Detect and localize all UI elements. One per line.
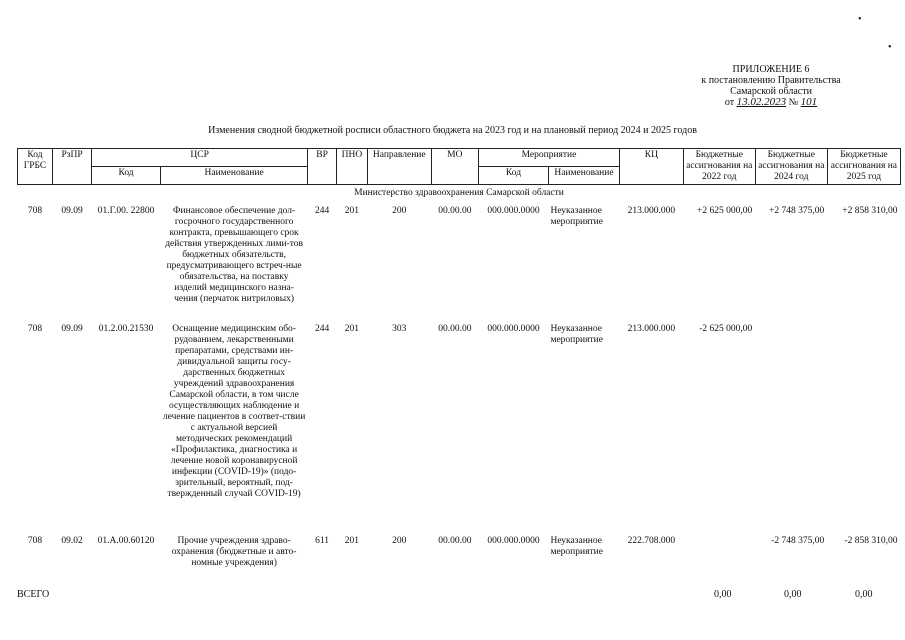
header-event: Мероприятие (478, 149, 619, 167)
cell-mo: 00.00.00 (438, 206, 472, 216)
ministry-row (18, 185, 901, 206)
cell-vr: 244 (314, 206, 330, 216)
header-grbs: Код ГРБС (18, 149, 53, 185)
header-csr-name: Наименование (161, 167, 308, 185)
table-row (18, 205, 901, 323)
header-csr-code: Код (92, 167, 161, 185)
total-2022: 0,00 (714, 589, 732, 600)
table-row (18, 535, 901, 570)
appendix-date-line (671, 97, 871, 108)
cell-2025: +2 858 310,00 (842, 206, 898, 216)
cell-2022: -2 625 000,00 (699, 324, 753, 334)
cell-rzpr: 09.09 (61, 206, 83, 216)
cell-csr-code: 01.А.00.60120 (97, 536, 155, 546)
appendix-line1: ПРИЛОЖЕНИЕ 6 (732, 64, 810, 75)
header-event-name: Наименование (548, 167, 619, 185)
cell-2022 (683, 535, 755, 570)
cell-event-code: 000.000.0000 (487, 206, 540, 216)
cell-kc: 222.708.000 (627, 536, 676, 546)
number-prefix: № (788, 97, 799, 108)
handwritten-date: 13.02.2023 (736, 96, 787, 108)
cell-grbs: 708 (27, 536, 43, 546)
cell-2025 (827, 323, 900, 535)
cell-grbs: 708 (27, 206, 43, 216)
scan-mark: • (888, 42, 892, 53)
cell-rzpr: 09.02 (61, 536, 83, 546)
header-csr: ЦСР (92, 149, 308, 167)
date-prefix: от (724, 97, 735, 108)
header-rzpr: РзПР (52, 149, 91, 185)
cell-name: Оснащение медицинским обо-рудованием, лекарственными препаратами, средствами ин-дивидуальной защиты госу-дарственных бюджетных учреждений здравоохранения Самарской области, в том числе осуществляющих наблюдение и лечение пациентов в соответ-ствии с актуальной версией методических рекомендаций «Профилактика, диагностика и лечение новой коронавирусной инфекции (COVID-19)» (подо-зрительный, вероятный, под-твержденный случай COVID-19) (162, 324, 306, 499)
cell-2025: -2 858 310,00 (844, 536, 898, 546)
budget-table (17, 148, 901, 570)
cell-mo: 00.00.00 (438, 324, 472, 334)
cell-grbs: 708 (27, 324, 43, 334)
cell-vr: 611 (315, 536, 330, 546)
cell-vr: 244 (314, 324, 330, 334)
appendix-line2: к постановлению Правительства (701, 75, 841, 86)
header-2024: Бюджетные ассигнования на 2024 год (755, 149, 827, 185)
document-title: Изменения сводной бюджетной росписи областного бюджета на 2023 год и на плановый период 2024 и 2025 годов (208, 125, 697, 136)
ministry-name: Министерство здравоохранения Самарской области (354, 188, 564, 198)
header-direction: Направление (367, 149, 431, 185)
cell-rzpr: 09.09 (61, 324, 83, 334)
cell-name: Финансовое обеспечение дол-госрочного государственного контракта, превышающего срок действия утвержденных лими-тов бюджетных обязательств, предусматривающего встреч-ные обязательства, на поставку изделий медицинского назна-чения (перчаток нитриловых) (165, 206, 303, 304)
cell-2024: +2 748 375,00 (769, 206, 825, 216)
cell-event-code: 000.000.0000 (487, 324, 540, 334)
cell-direction: 200 (392, 536, 407, 546)
header-2025: Бюджетные ассигнования на 2025 год (827, 149, 900, 185)
header-pno: ПНО (337, 149, 368, 185)
appendix-header (671, 64, 871, 108)
table-row (18, 323, 901, 535)
cell-event-name: Неуказанное мероприятие (550, 536, 603, 557)
cell-2022: +2 625 000,00 (697, 206, 753, 216)
cell-kc: 213.000.000 (627, 206, 676, 216)
total-2024: 0,00 (784, 589, 802, 600)
cell-csr-code: 01.2.00.21530 (98, 324, 154, 334)
header-event-code: Код (478, 167, 548, 185)
cell-event-name: Неуказанное мероприятие (550, 206, 603, 227)
handwritten-number: 101 (800, 96, 818, 108)
header-mo: МО (431, 149, 478, 185)
cell-2024 (755, 323, 827, 535)
cell-pno: 201 (344, 536, 360, 546)
total-label: ВСЕГО (17, 589, 50, 600)
cell-pno: 201 (344, 324, 360, 334)
cell-kc: 213.000.000 (627, 324, 676, 334)
header-vr: ВР (308, 149, 337, 185)
cell-event-code: 000.000.0000 (487, 536, 540, 546)
cell-name: Прочие учреждения здраво-охранения (бюджетные и авто-номные учреждения) (171, 536, 297, 568)
header-row (18, 149, 901, 167)
scan-mark: • (858, 14, 862, 25)
header-2022: Бюджетные ассигнования на 2022 год (683, 149, 755, 185)
total-2025: 0,00 (855, 589, 873, 600)
cell-csr-code: 01.Г.00. 22800 (97, 206, 155, 216)
cell-event-name: Неуказанное мероприятие (550, 324, 603, 345)
appendix-line3: Самарской области (730, 86, 812, 97)
cell-pno: 201 (344, 206, 360, 216)
cell-mo: 00.00.00 (438, 536, 472, 546)
cell-direction: 303 (392, 324, 407, 334)
header-kc: КЦ (619, 149, 683, 185)
cell-direction: 200 (392, 206, 407, 216)
cell-2024: -2 748 375,00 (771, 536, 825, 546)
